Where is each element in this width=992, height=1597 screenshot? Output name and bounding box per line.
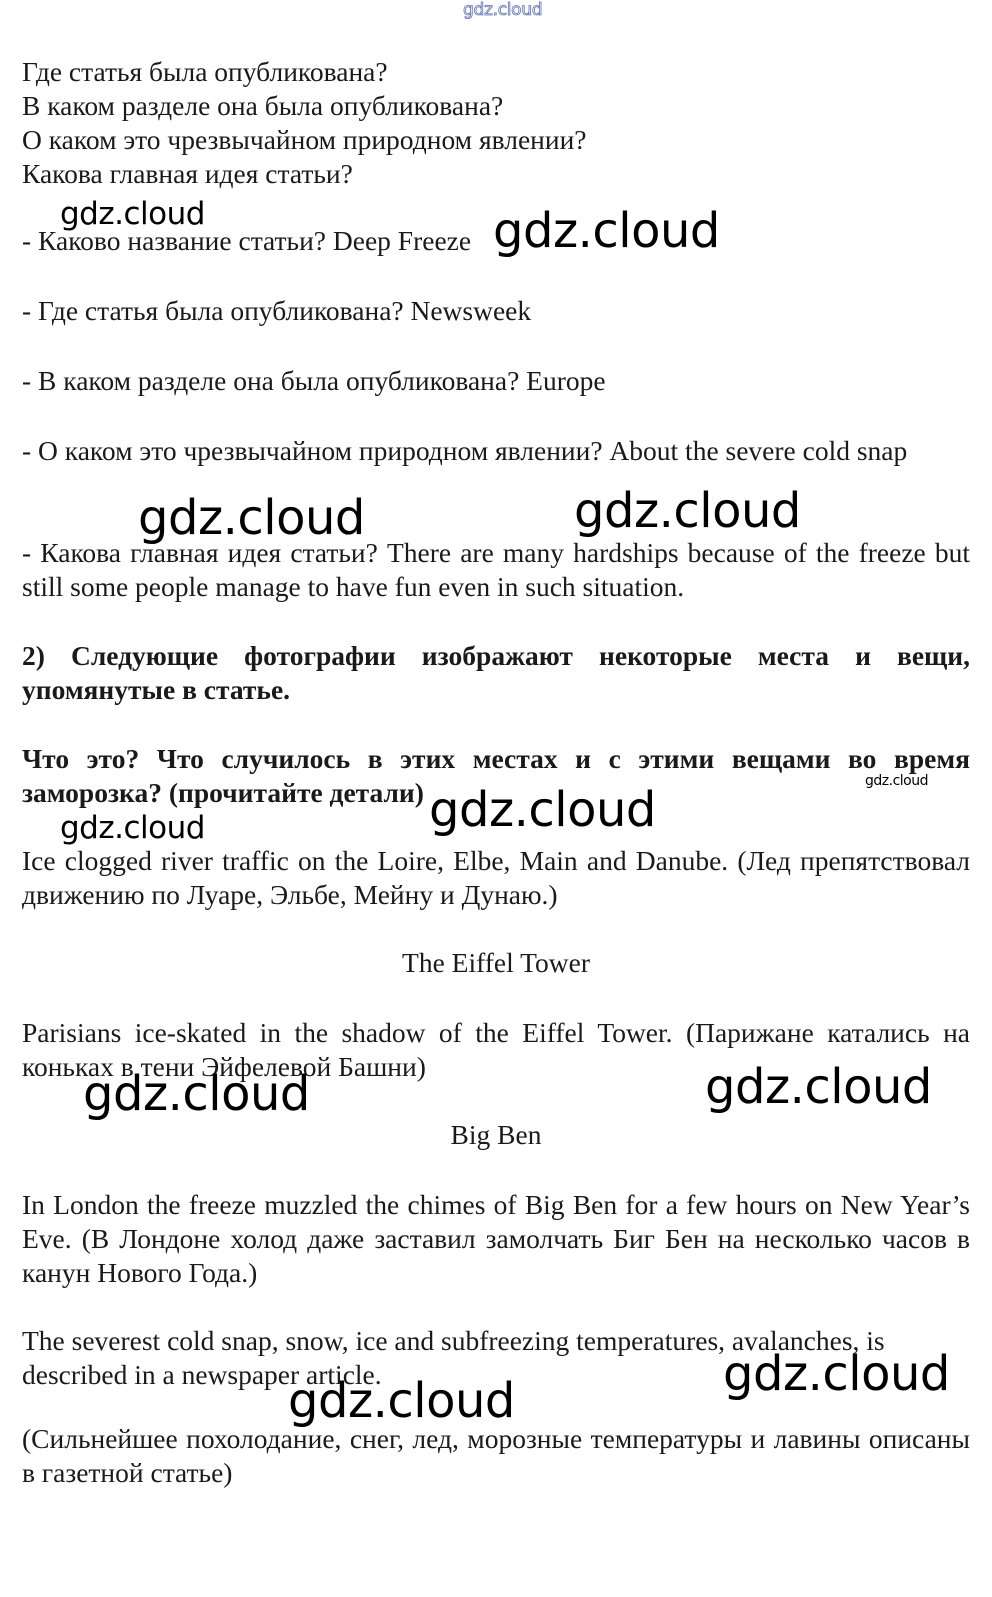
watermark: gdz.cloud (493, 203, 720, 259)
top-watermark: gdz.cloud (463, 0, 543, 20)
question-item: Какова главная идея статьи? (22, 158, 353, 189)
detail-rivers: Ice clogged river traffic on the Loire, Elbe, Main and Danube. (Лед препятствовал движению по Луаре, Эльбе, Мейну и Дунаю.) (22, 845, 970, 910)
watermark: gdz.cloud (83, 1066, 310, 1122)
detail-bigben: In London the freeze muzzled the chimes of Big Ben for a few hours on New Year’s Eve. (В Лондоне холод даже заставил замолчать Биг Бен на несколько часов в канун Нового Года.) (22, 1189, 970, 1288)
question-list (22, 55, 970, 191)
watermark: gdz.cloud (723, 1346, 950, 1402)
question-item: Где статья была опубликована? (22, 56, 388, 87)
answer-section: - В каком разделе она была опубликована? Europe (22, 365, 606, 396)
question-item: О каком это чрезвычайном природном явлении? (22, 124, 587, 155)
watermark: gdz.cloud (288, 1373, 515, 1429)
task2-question: Что это? Что случилось в этих местах и с этими вещами во время заморозка? (прочитайте детали) (22, 743, 970, 808)
answer-main-idea: - Какова главная идея статьи? There are many hardships because of the freeze but still some people manage to have fun even in such situation. (22, 537, 970, 602)
answer-published: - Где статья была опубликована? Newsweek (22, 295, 532, 326)
summary-russian: (Сильнейшее похолодание, снег, лед, морозные температуры и лавины описаны в газетной статье) (22, 1423, 970, 1488)
task2-heading: 2) Следующие фотографии изображают некоторые места и вещи, упомянутые в статье. (22, 640, 970, 705)
detail-eiffel: Parisians ice-skated in the shadow of the Eiffel Tower. (Парижане катались на коньках в тени Эйфелевой Башни) (22, 1017, 970, 1082)
question-item: В каком разделе она была опубликована? (22, 90, 504, 121)
watermark: gdz.cloud (574, 483, 801, 539)
watermark: gdz.cloud (865, 773, 928, 789)
watermark: gdz.cloud (60, 196, 205, 232)
answer-title: - Каково название статьи? Deep Freeze (22, 225, 472, 256)
watermark: gdz.cloud (138, 490, 365, 546)
watermark: gdz.cloud (705, 1059, 932, 1115)
eiffel-title: The Eiffel Tower (402, 947, 590, 978)
answer-phenomenon: - О каком это чрезвычайном природном явлении? About the severe cold snap (22, 435, 908, 466)
watermark: gdz.cloud (60, 810, 205, 846)
summary-english: The severest cold snap, snow, ice and subfreezing temperatures, avalanches, is described in a newspaper article. (22, 1325, 885, 1390)
watermark: gdz.cloud (429, 782, 656, 838)
bigben-title: Big Ben (450, 1119, 542, 1150)
